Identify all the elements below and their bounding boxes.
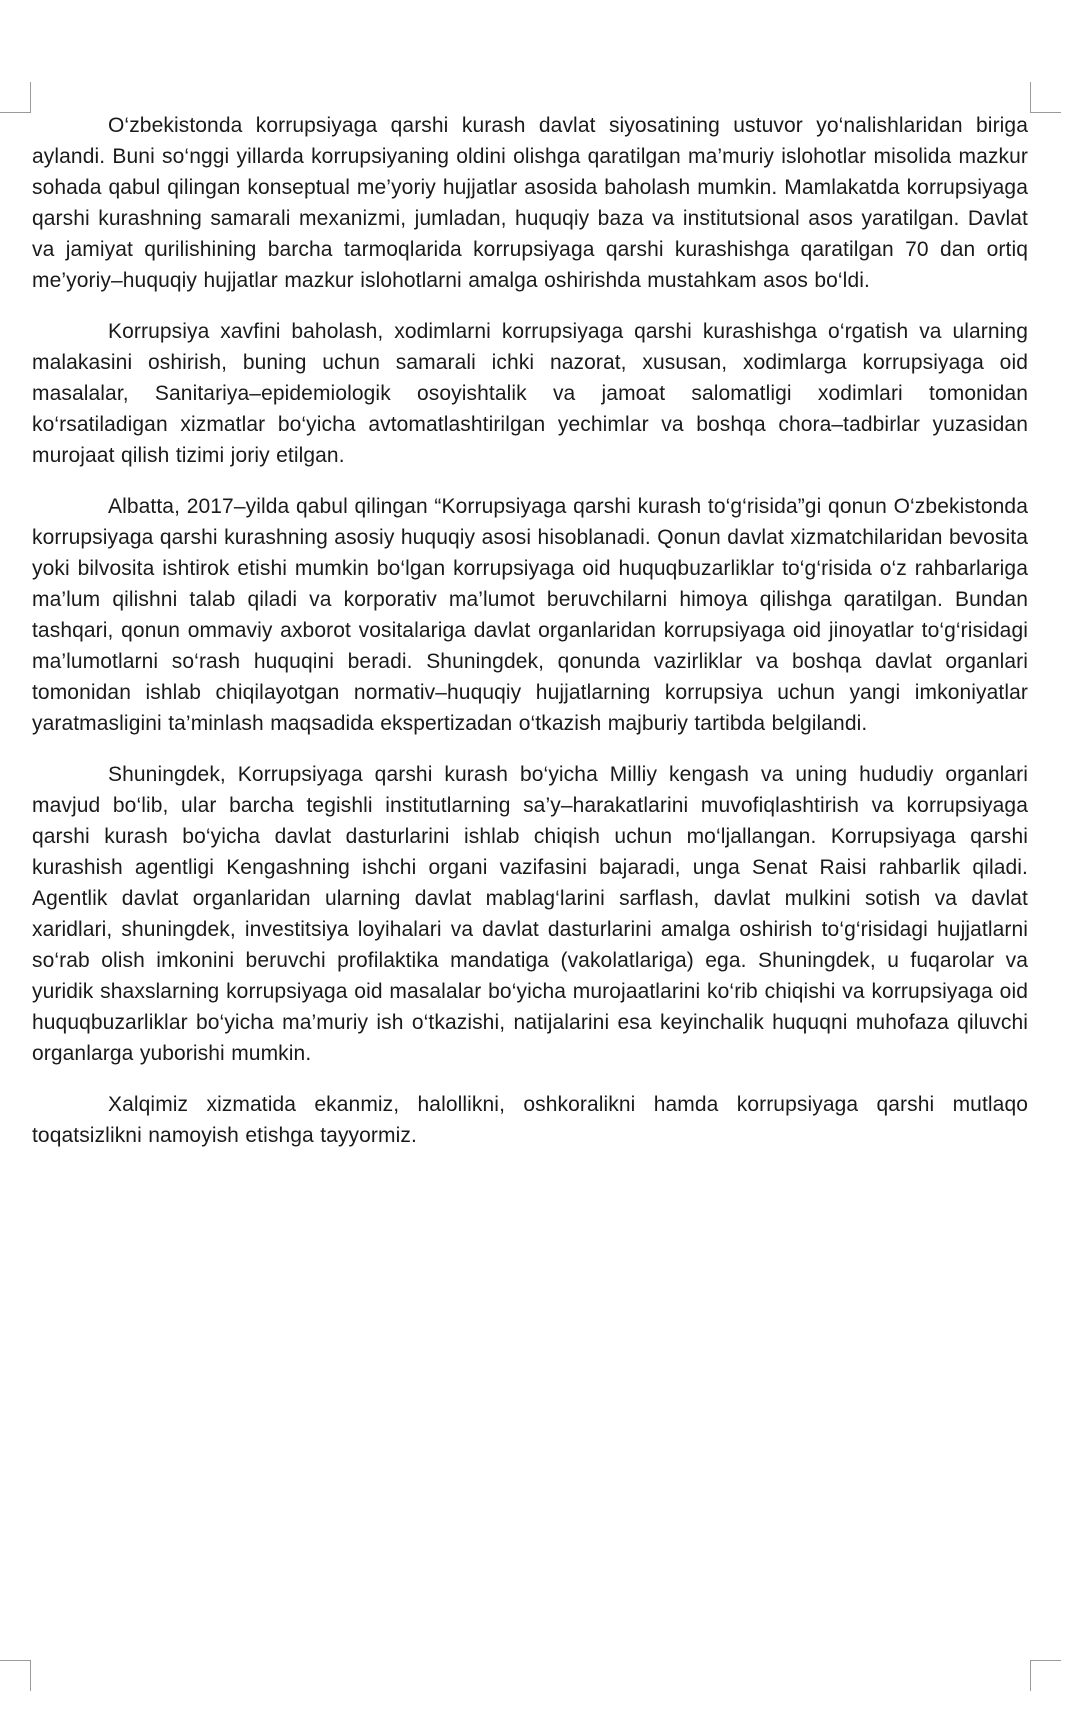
page-corner-mark-bottom-right: [1030, 1660, 1061, 1691]
paragraph: Korrupsiya xavfini baholash, xodimlarni korrupsiyaga qarshi kurashishga o‘rgatish va ularning malakasini oshirish, buning uchun samarali ichki nazorat, xususan, xodimlarga korrupsiyaga oid masalalar, Sanitariya–epidemiologik osoyishtalik va jamoat salomatligi xodimlari tomonidan ko‘rsatiladigan xizmatlar bo‘yicha avtomatlashtirilgan yechimlar va boshqa chora–tadbirlar yuzasidan murojaat qilish tizimi joriy etilgan.: [32, 320, 1028, 467]
page-corner-mark-top-right: [1030, 82, 1061, 113]
paragraph: Shuningdek, Korrupsiyaga qarshi kurash bo‘yicha Milliy kengash va uning hududiy organlari mavjud bo‘lib, ular barcha tegishli institutlarning sa’y–harakatlarini muvofiqlashtirish va korrupsiyaga qarshi kurash bo‘yicha davlat dasturlarini ishlab chiqish uchun mo‘ljallangan. Korrupsiyaga qarshi kurashish agentligi Kengashning ishchi organi vazifasini bajaradi, unga Senat Raisi rahbarlik qiladi. Agentlik davlat organlaridan ularning davlat mablag‘larini sarflash, davlat mulkini sotish va davlat xaridlari, shuningdek, investitsiya loyihalari va davlat dasturlarini amalga oshirish to‘g‘risidagi hujjatlarni so‘rab olish imkonini beruvchi profilaktika mandatiga (vakolatlariga) ega. Shuningdek, u fuqarolar va yuridik shaxslarning korrupsiyaga oid masalalar bo‘yicha murojaatlarini ko‘rib chiqishi va korrupsiyaga oid huquqbuzarliklar bo‘yicha ma’muriy ish o‘tkazishi, natijalarini esa keyinchalik huquqni muhofaza qiluvchi organlarga yuborishi mumkin.: [32, 763, 1028, 1065]
paragraph: Albatta, 2017–yilda qabul qilingan “Korrupsiyaga qarshi kurash to‘g‘risida”gi qonun O‘zbekistonda korrupsiyaga qarshi kurashning asosiy huquqiy asosi hisoblanadi. Qonun davlat xizmatchilaridan bevosita yoki bilvosita ishtirok etishi mumkin bo‘lgan korrupsiyaga oid huquqbuzarliklar to‘g‘risida o‘z rahbarlariga ma’lum qilishni talab qiladi va korporativ ma’lumot beruvchilarni himoya qilishga qaratilgan. Bundan tashqari, qonun ommaviy axborot vositalariga davlat organlaridan korrupsiyaga oid jinoyatlar to‘g‘risidagi ma’lumotlarni so‘rash huquqini beradi. Shuningdek, qonunda vazirliklar va boshqa davlat organlari tomonidan ishlab chiqilayotgan normativ–huquqiy hujjatlarning korrupsiya uchun yangi imkoniyatlar yaratmasligini ta’minlash maqsadida ekspertizadan o‘tkazish majburiy tartibda belgilandi.: [32, 495, 1028, 735]
document-body: [32, 110, 1028, 1171]
paragraph: O‘zbekistonda korrupsiyaga qarshi kurash davlat siyosatining ustuvor yo‘nalishlaridan biriga aylandi. Buni so‘nggi yillarda korrupsiyaning oldini olishga qaratilgan ma’muriy islohotlar misolida mazkur sohada qabul qilingan konseptual me’yoriy hujjatlar asosida baholash mumkin. Mamlakatda korrupsiyaga qarshi kurashning samarali mexanizmi, jumladan, huquqiy baza va institutsional asos yaratilgan. Davlat va jamiyat qurilishining barcha tarmoqlarida korrupsiyaga qarshi kurashishga qaratilgan 70 dan ortiq me’yoriy–huquqiy hujjatlar mazkur islohotlarni amalga oshirishda mustahkam asos bo‘ldi.: [32, 114, 1028, 292]
page-corner-mark-top-left: [0, 82, 31, 113]
paragraph: Xalqimiz xizmatida ekanmiz, halollikni, oshkoralikni hamda korrupsiyaga qarshi mutlaqo toqatsizlikni namoyish etishga tayyormiz.: [32, 1093, 1028, 1147]
page-corner-mark-bottom-left: [0, 1660, 31, 1691]
